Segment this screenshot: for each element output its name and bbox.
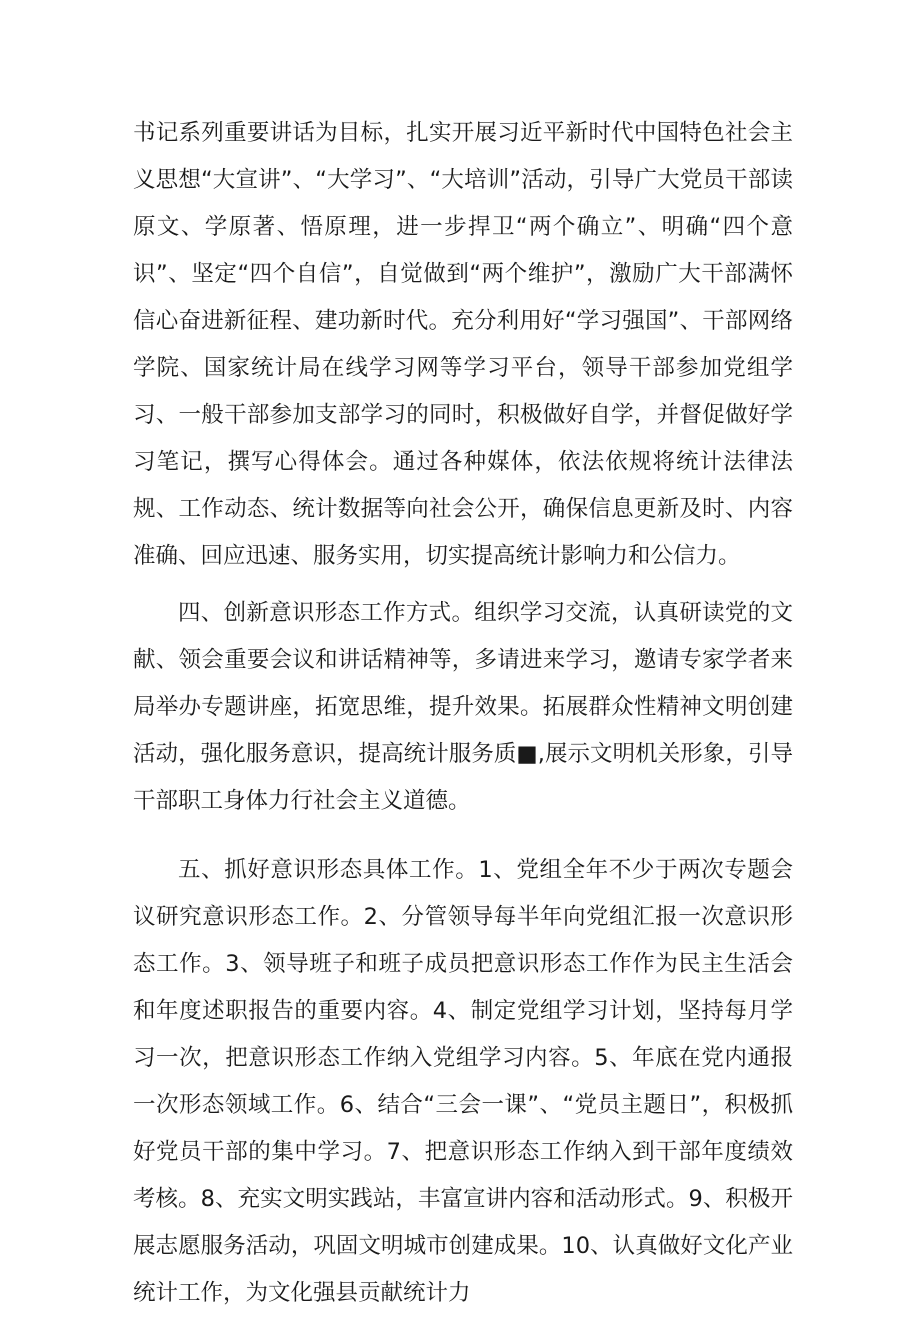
document-body — [133, 110, 793, 1317]
paragraph-continuation: 书记系列重要讲话为目标，扎实开展习近平新时代中国特色社会主义思想“大宣讲”、“大学习”、“大培训”活动，引导广大党员干部读原文、学原著、悟原理，进一步捍卫“两个确立”、明确“四个意识”、坚定“四个自信”，自觉做到“两个维护”，激励广大干部满怀信心奋进新征程、建功新时代。充分利用好“学习强国”、干部网络学院、国家统计局在线学习网等学习平台，领导干部参加党组学习、一般干部参加支部学习的同时，积极做好自学，并督促做好学习笔记，撰写心得体会。通过各种媒体，依法依规将统计法律法规、工作动态、统计数据等向社会公开，确保信息更新及时、内容准确、回应迅速、服务实用，切实提高统计影响力和公信力。 — [133, 120, 793, 569]
paragraph-section-4: 四、创新意识形态工作方式。组织学习交流，认真研读党的文献、领会重要会议和讲话精神等，多请进来学习，邀请专家学者来局举办专题讲座，拓宽思维，提升效果。拓展群众性精神文明创建活动，强化服务意识，提高统计服务质■,展示文明机关形象，引导干部职工身体力行社会主义道德。 — [133, 600, 793, 814]
paragraph-section-5: 五、抓好意识形态具体工作。1、党组全年不少于两次专题会议研究意识形态工作。2、分管领导每半年向党组汇报一次意识形态工作。3、领导班子和班子成员把意识形态工作作为民主生活会和年度述职报告的重要内容。4、制定党组学习计划，坚持每月学习一次，把意识形态工作纳入党组学习内容。5、年底在党内通报一次形态领域工作。6、结合“三会一课”、“党员主题日”，积极抓好党员干部的集中学习。7、把意识形态工作纳入到干部年度绩效考核。8、充实文明实践站，丰富宣讲内容和活动形式。9、积极开展志愿服务活动，巩固文明城市创建成果。10、认真做好文化产业统计工作，为文化强县贡献统计力 — [133, 857, 793, 1306]
